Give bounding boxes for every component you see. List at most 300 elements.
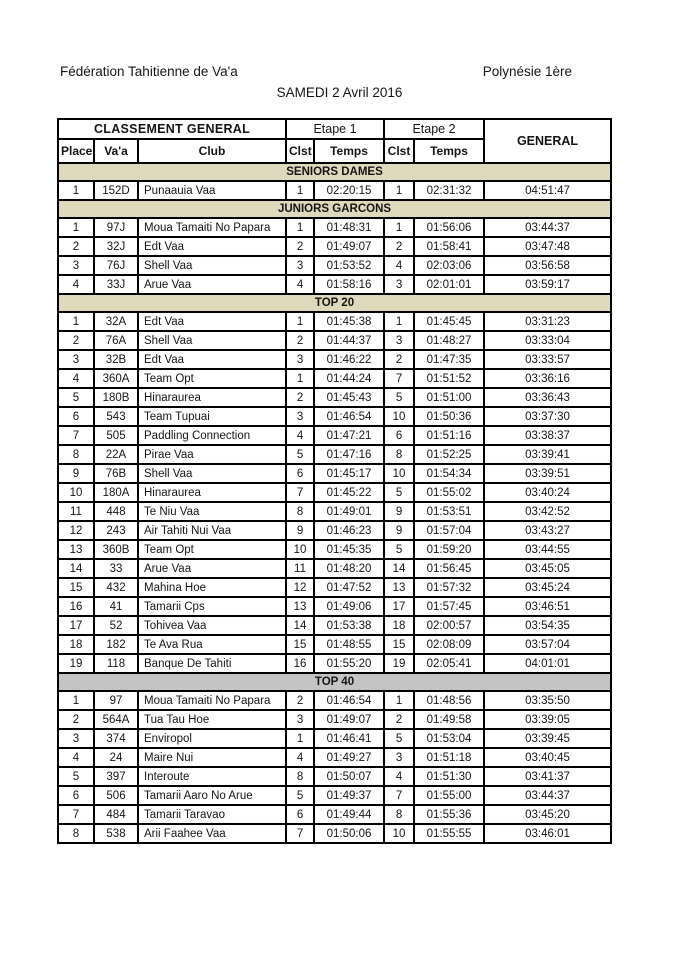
- place-cell: 13: [58, 540, 94, 559]
- vaa-number-cell: 22A: [94, 445, 138, 464]
- result-row: [58, 464, 611, 483]
- temps-etape2-cell: 01:52:25: [414, 445, 484, 464]
- place-cell: 4: [58, 369, 94, 388]
- temps-etape2-cell: 02:00:57: [414, 616, 484, 635]
- clst-etape2-cell: 1: [384, 691, 414, 710]
- place-cell: 3: [58, 256, 94, 275]
- clst-etape1-cell: 13: [286, 597, 314, 616]
- clst-etape2-cell: 1: [384, 181, 414, 200]
- result-row: [58, 654, 611, 673]
- vaa-number-cell: 448: [94, 502, 138, 521]
- temps-etape1-cell: 01:45:38: [314, 312, 384, 331]
- result-row: [58, 218, 611, 237]
- club-cell: Arue Vaa: [138, 275, 286, 294]
- temps-etape1-cell: 01:49:27: [314, 748, 384, 767]
- temps-etape2-cell: 01:45:45: [414, 312, 484, 331]
- results-table-head: [58, 119, 611, 163]
- vaa-number-cell: 506: [94, 786, 138, 805]
- clst-etape2-cell: 1: [384, 312, 414, 331]
- place-cell: 4: [58, 275, 94, 294]
- temps-etape2-cell: 02:08:09: [414, 635, 484, 654]
- temps-etape1-cell: 01:49:07: [314, 237, 384, 256]
- club-cell: Shell Vaa: [138, 256, 286, 275]
- clst-etape1-cell: 1: [286, 218, 314, 237]
- vaa-number-cell: 32A: [94, 312, 138, 331]
- temps-etape1-cell: 02:20:15: [314, 181, 384, 200]
- general-time-cell: 03:42:52: [484, 502, 611, 521]
- temps-etape1-cell: 01:50:06: [314, 824, 384, 843]
- temps-etape1-column-header: Temps: [314, 139, 384, 163]
- clst-etape2-cell: 5: [384, 483, 414, 502]
- result-row: [58, 275, 611, 294]
- general-time-cell: 03:45:20: [484, 805, 611, 824]
- temps-etape2-cell: 01:57:04: [414, 521, 484, 540]
- clst-etape1-cell: 1: [286, 729, 314, 748]
- place-cell: 2: [58, 237, 94, 256]
- result-row: [58, 407, 611, 426]
- result-row: [58, 388, 611, 407]
- place-cell: 6: [58, 407, 94, 426]
- clst-etape1-cell: 8: [286, 767, 314, 786]
- place-cell: 3: [58, 350, 94, 369]
- result-row: [58, 691, 611, 710]
- place-cell: 1: [58, 691, 94, 710]
- vaa-number-cell: 41: [94, 597, 138, 616]
- clst-etape1-cell: 10: [286, 540, 314, 559]
- place-cell: 9: [58, 464, 94, 483]
- result-row: [58, 597, 611, 616]
- clst-etape2-cell: 10: [384, 464, 414, 483]
- vaa-number-cell: 543: [94, 407, 138, 426]
- place-cell: 6: [58, 786, 94, 805]
- club-cell: Moua Tamaiti No Papara: [138, 691, 286, 710]
- section-band-row: [58, 294, 611, 312]
- club-cell: Moua Tamaiti No Papara: [138, 218, 286, 237]
- general-time-cell: 03:45:05: [484, 559, 611, 578]
- result-row: [58, 635, 611, 654]
- section-title: TOP 40: [58, 673, 611, 691]
- vaa-number-cell: 33: [94, 559, 138, 578]
- vaa-number-cell: 360B: [94, 540, 138, 559]
- clst-etape2-cell: 5: [384, 729, 414, 748]
- club-cell: Tua Tau Hoe: [138, 710, 286, 729]
- vaa-number-cell: 33J: [94, 275, 138, 294]
- section-band-row: [58, 673, 611, 691]
- temps-etape1-cell: 01:53:38: [314, 616, 384, 635]
- temps-etape2-cell: 01:48:27: [414, 331, 484, 350]
- temps-etape1-cell: 01:49:37: [314, 786, 384, 805]
- result-row: [58, 786, 611, 805]
- result-row: [58, 369, 611, 388]
- event-date: SAMEDI 2 Avril 2016: [276, 85, 403, 100]
- vaa-number-cell: 97: [94, 691, 138, 710]
- general-time-cell: 03:40:24: [484, 483, 611, 502]
- vaa-number-cell: 397: [94, 767, 138, 786]
- clst-etape2-cell: 15: [384, 635, 414, 654]
- temps-etape1-cell: 01:46:41: [314, 729, 384, 748]
- clst-etape1-cell: 3: [286, 407, 314, 426]
- vaa-number-cell: 76B: [94, 464, 138, 483]
- clst-etape1-cell: 2: [286, 331, 314, 350]
- result-row: [58, 181, 611, 200]
- result-row: [58, 426, 611, 445]
- results-table-body: [58, 163, 611, 843]
- temps-etape2-cell: 01:56:45: [414, 559, 484, 578]
- club-cell: Arii Faahee Vaa: [138, 824, 286, 843]
- temps-etape1-cell: 01:49:07: [314, 710, 384, 729]
- temps-etape2-cell: 01:59:20: [414, 540, 484, 559]
- temps-etape1-cell: 01:48:55: [314, 635, 384, 654]
- temps-etape1-cell: 01:46:23: [314, 521, 384, 540]
- vaa-number-cell: 182: [94, 635, 138, 654]
- clst-etape1-cell: 15: [286, 635, 314, 654]
- general-time-cell: 04:01:01: [484, 654, 611, 673]
- temps-etape2-cell: 02:01:01: [414, 275, 484, 294]
- vaa-number-cell: 360A: [94, 369, 138, 388]
- place-cell: 11: [58, 502, 94, 521]
- vaa-number-cell: 180A: [94, 483, 138, 502]
- general-time-cell: 03:57:04: [484, 635, 611, 654]
- temps-etape2-cell: 01:53:51: [414, 502, 484, 521]
- clst-etape2-cell: 7: [384, 369, 414, 388]
- club-cell: Edt Vaa: [138, 350, 286, 369]
- vaa-number-cell: 32B: [94, 350, 138, 369]
- etape1-header: Etape 1: [286, 119, 384, 139]
- temps-etape1-cell: 01:53:52: [314, 256, 384, 275]
- result-row: [58, 824, 611, 843]
- place-cell: 2: [58, 331, 94, 350]
- clst-etape1-column-header: Clst: [286, 139, 314, 163]
- clst-etape1-cell: 9: [286, 521, 314, 540]
- clst-etape1-cell: 16: [286, 654, 314, 673]
- clst-etape1-cell: 1: [286, 369, 314, 388]
- general-time-cell: 03:47:48: [484, 237, 611, 256]
- temps-etape1-cell: 01:48:20: [314, 559, 384, 578]
- clst-etape1-cell: 4: [286, 275, 314, 294]
- clst-etape2-cell: 3: [384, 331, 414, 350]
- clst-etape1-cell: 7: [286, 824, 314, 843]
- club-cell: Paddling Connection: [138, 426, 286, 445]
- club-cell: Team Opt: [138, 369, 286, 388]
- clst-etape2-cell: 14: [384, 559, 414, 578]
- general-time-cell: 03:44:37: [484, 786, 611, 805]
- result-row: [58, 502, 611, 521]
- place-cell: 7: [58, 805, 94, 824]
- general-time-cell: 03:36:16: [484, 369, 611, 388]
- club-cell: Hinaraurea: [138, 483, 286, 502]
- place-cell: 12: [58, 521, 94, 540]
- section-title: SENIORS DAMES: [58, 163, 611, 181]
- clst-etape2-cell: 9: [384, 521, 414, 540]
- general-time-cell: 03:44:55: [484, 540, 611, 559]
- vaa-number-cell: 118: [94, 654, 138, 673]
- club-cell: Interoute: [138, 767, 286, 786]
- temps-etape2-cell: 01:49:58: [414, 710, 484, 729]
- etape2-header: Etape 2: [384, 119, 484, 139]
- temps-etape1-cell: 01:50:07: [314, 767, 384, 786]
- temps-etape2-cell: 01:55:00: [414, 786, 484, 805]
- clst-etape1-cell: 2: [286, 237, 314, 256]
- general-time-cell: 03:35:50: [484, 691, 611, 710]
- vaa-number-cell: 152D: [94, 181, 138, 200]
- club-cell: Tamarii Cps: [138, 597, 286, 616]
- clst-etape1-cell: 5: [286, 445, 314, 464]
- general-time-cell: 03:39:05: [484, 710, 611, 729]
- clst-etape2-cell: 13: [384, 578, 414, 597]
- federation-title: Fédération Tahitienne de Va'a: [60, 64, 238, 79]
- general-time-cell: 03:43:27: [484, 521, 611, 540]
- clst-etape1-cell: 1: [286, 181, 314, 200]
- club-cell: Tamarii Aaro No Arue: [138, 786, 286, 805]
- result-row: [58, 805, 611, 824]
- document-header: [0, 0, 679, 80]
- club-cell: Team Tupuai: [138, 407, 286, 426]
- club-cell: Tamarii Taravao: [138, 805, 286, 824]
- result-row: [58, 256, 611, 275]
- temps-etape1-cell: 01:45:43: [314, 388, 384, 407]
- vaa-number-cell: 97J: [94, 218, 138, 237]
- club-cell: Pirae Vaa: [138, 445, 286, 464]
- temps-etape2-cell: 01:57:32: [414, 578, 484, 597]
- club-cell: Team Opt: [138, 540, 286, 559]
- clst-etape2-cell: 3: [384, 275, 414, 294]
- temps-etape2-cell: 02:05:41: [414, 654, 484, 673]
- place-cell: 14: [58, 559, 94, 578]
- general-time-cell: 04:51:47: [484, 181, 611, 200]
- clst-etape1-cell: 5: [286, 786, 314, 805]
- temps-etape1-cell: 01:49:44: [314, 805, 384, 824]
- result-row: [58, 578, 611, 597]
- place-cell: 4: [58, 748, 94, 767]
- temps-etape1-cell: 01:58:16: [314, 275, 384, 294]
- clst-etape2-cell: 19: [384, 654, 414, 673]
- section-title: JUNIORS GARCONS: [58, 200, 611, 218]
- clst-etape2-cell: 3: [384, 748, 414, 767]
- vaa-number-cell: 24: [94, 748, 138, 767]
- temps-etape2-cell: 01:56:06: [414, 218, 484, 237]
- section-band-row: [58, 163, 611, 181]
- place-cell: 5: [58, 388, 94, 407]
- temps-etape1-cell: 01:47:21: [314, 426, 384, 445]
- temps-etape2-cell: 01:51:52: [414, 369, 484, 388]
- place-cell: 16: [58, 597, 94, 616]
- club-cell: Punaauia Vaa: [138, 181, 286, 200]
- general-time-cell: 03:39:45: [484, 729, 611, 748]
- club-cell: Te Ava Rua: [138, 635, 286, 654]
- vaa-number-cell: 52: [94, 616, 138, 635]
- temps-etape1-cell: 01:46:54: [314, 407, 384, 426]
- temps-etape2-cell: 01:53:04: [414, 729, 484, 748]
- club-cell: Te Niu Vaa: [138, 502, 286, 521]
- place-column-header: Place: [58, 139, 94, 163]
- clst-etape2-cell: 4: [384, 256, 414, 275]
- temps-etape2-cell: 01:47:35: [414, 350, 484, 369]
- classement-general-header: CLASSEMENT GENERAL: [58, 119, 286, 139]
- place-cell: 5: [58, 767, 94, 786]
- place-cell: 3: [58, 729, 94, 748]
- temps-etape2-cell: 01:54:34: [414, 464, 484, 483]
- clst-etape2-cell: 17: [384, 597, 414, 616]
- clst-etape1-cell: 4: [286, 748, 314, 767]
- clst-etape2-cell: 10: [384, 824, 414, 843]
- clst-etape2-cell: 18: [384, 616, 414, 635]
- clst-etape2-cell: 2: [384, 237, 414, 256]
- temps-etape1-cell: 01:45:22: [314, 483, 384, 502]
- place-cell: 10: [58, 483, 94, 502]
- club-cell: Shell Vaa: [138, 331, 286, 350]
- temps-etape1-cell: 01:55:20: [314, 654, 384, 673]
- club-cell: Air Tahiti Nui Vaa: [138, 521, 286, 540]
- clst-etape1-cell: 3: [286, 710, 314, 729]
- place-cell: 15: [58, 578, 94, 597]
- place-cell: 8: [58, 445, 94, 464]
- clst-etape1-cell: 1: [286, 312, 314, 331]
- general-time-cell: 03:31:23: [484, 312, 611, 331]
- general-time-cell: 03:40:45: [484, 748, 611, 767]
- club-cell: Tohivea Vaa: [138, 616, 286, 635]
- results-table: [57, 118, 612, 844]
- place-cell: 18: [58, 635, 94, 654]
- clst-etape2-cell: 1: [384, 218, 414, 237]
- club-cell: Mahina Hoe: [138, 578, 286, 597]
- club-cell: Arue Vaa: [138, 559, 286, 578]
- general-time-cell: 03:44:37: [484, 218, 611, 237]
- temps-etape2-cell: 02:31:32: [414, 181, 484, 200]
- vaa-number-cell: 32J: [94, 237, 138, 256]
- place-cell: 1: [58, 218, 94, 237]
- general-time-cell: 03:59:17: [484, 275, 611, 294]
- clst-etape1-cell: 6: [286, 805, 314, 824]
- temps-etape1-cell: 01:48:31: [314, 218, 384, 237]
- temps-etape1-cell: 01:46:22: [314, 350, 384, 369]
- temps-etape1-cell: 01:47:52: [314, 578, 384, 597]
- result-row: [58, 710, 611, 729]
- vaa-number-cell: 374: [94, 729, 138, 748]
- temps-etape2-cell: 01:50:36: [414, 407, 484, 426]
- clst-etape2-cell: 4: [384, 767, 414, 786]
- temps-etape1-cell: 01:49:01: [314, 502, 384, 521]
- result-row: [58, 729, 611, 748]
- temps-etape2-cell: 01:55:36: [414, 805, 484, 824]
- temps-etape2-cell: 01:48:56: [414, 691, 484, 710]
- clst-etape1-cell: 12: [286, 578, 314, 597]
- general-time-cell: 03:39:51: [484, 464, 611, 483]
- club-cell: Shell Vaa: [138, 464, 286, 483]
- clst-etape1-cell: 8: [286, 502, 314, 521]
- temps-etape2-column-header: Temps: [414, 139, 484, 163]
- temps-etape2-cell: 01:51:30: [414, 767, 484, 786]
- general-time-cell: 03:33:57: [484, 350, 611, 369]
- clst-etape2-cell: 2: [384, 350, 414, 369]
- broadcaster-title: Polynésie 1ère: [482, 64, 572, 79]
- clst-etape1-cell: 4: [286, 426, 314, 445]
- place-cell: 1: [58, 312, 94, 331]
- place-cell: 1: [58, 181, 94, 200]
- general-time-cell: 03:45:24: [484, 578, 611, 597]
- result-row: [58, 521, 611, 540]
- general-time-cell: 03:41:37: [484, 767, 611, 786]
- temps-etape1-cell: 01:44:37: [314, 331, 384, 350]
- clst-etape2-cell: 9: [384, 502, 414, 521]
- general-time-cell: 03:37:30: [484, 407, 611, 426]
- clst-etape2-cell: 5: [384, 540, 414, 559]
- club-column-header: Club: [138, 139, 286, 163]
- clst-etape1-cell: 2: [286, 691, 314, 710]
- vaa-number-cell: 505: [94, 426, 138, 445]
- temps-etape1-cell: 01:47:16: [314, 445, 384, 464]
- club-cell: Banque De Tahiti: [138, 654, 286, 673]
- club-cell: Enviropol: [138, 729, 286, 748]
- general-time-cell: 03:54:35: [484, 616, 611, 635]
- vaa-number-cell: 76J: [94, 256, 138, 275]
- clst-etape1-cell: 3: [286, 350, 314, 369]
- clst-etape1-cell: 3: [286, 256, 314, 275]
- place-cell: 19: [58, 654, 94, 673]
- temps-etape2-cell: 01:51:00: [414, 388, 484, 407]
- section-title: TOP 20: [58, 294, 611, 312]
- result-row: [58, 748, 611, 767]
- vaa-number-cell: 76A: [94, 331, 138, 350]
- club-cell: Edt Vaa: [138, 237, 286, 256]
- clst-etape2-cell: 8: [384, 445, 414, 464]
- temps-etape2-cell: 01:57:45: [414, 597, 484, 616]
- temps-etape1-cell: 01:45:35: [314, 540, 384, 559]
- temps-etape1-cell: 01:49:06: [314, 597, 384, 616]
- general-time-cell: 03:46:51: [484, 597, 611, 616]
- header-group-row: [58, 119, 611, 139]
- temps-etape1-cell: 01:46:54: [314, 691, 384, 710]
- place-cell: 7: [58, 426, 94, 445]
- temps-etape2-cell: 01:58:41: [414, 237, 484, 256]
- result-row: [58, 767, 611, 786]
- place-cell: 17: [58, 616, 94, 635]
- clst-etape1-cell: 2: [286, 388, 314, 407]
- clst-etape2-cell: 6: [384, 426, 414, 445]
- vaa-number-cell: 432: [94, 578, 138, 597]
- result-row: [58, 559, 611, 578]
- vaa-column-header: Va'a: [94, 139, 138, 163]
- vaa-number-cell: 243: [94, 521, 138, 540]
- clst-etape1-cell: 14: [286, 616, 314, 635]
- clst-etape2-cell: 5: [384, 388, 414, 407]
- result-row: [58, 237, 611, 256]
- result-row: [58, 350, 611, 369]
- general-time-cell: 03:33:04: [484, 331, 611, 350]
- vaa-number-cell: 538: [94, 824, 138, 843]
- clst-etape1-cell: 6: [286, 464, 314, 483]
- general-time-cell: 03:46:01: [484, 824, 611, 843]
- place-cell: 2: [58, 710, 94, 729]
- general-time-cell: 03:56:58: [484, 256, 611, 275]
- temps-etape2-cell: 02:03:06: [414, 256, 484, 275]
- result-row: [58, 616, 611, 635]
- clst-etape1-cell: 7: [286, 483, 314, 502]
- temps-etape2-cell: 01:55:55: [414, 824, 484, 843]
- clst-etape2-cell: 2: [384, 710, 414, 729]
- vaa-number-cell: 564A: [94, 710, 138, 729]
- clst-etape1-cell: 11: [286, 559, 314, 578]
- temps-etape1-cell: 01:45:17: [314, 464, 384, 483]
- club-cell: Maire Nui: [138, 748, 286, 767]
- general-header: GENERAL: [484, 119, 611, 163]
- result-row: [58, 331, 611, 350]
- clst-etape2-cell: 7: [384, 786, 414, 805]
- clst-etape2-cell: 10: [384, 407, 414, 426]
- temps-etape1-cell: 01:44:24: [314, 369, 384, 388]
- clst-etape2-cell: 8: [384, 805, 414, 824]
- temps-etape2-cell: 01:51:18: [414, 748, 484, 767]
- temps-etape2-cell: 01:51:16: [414, 426, 484, 445]
